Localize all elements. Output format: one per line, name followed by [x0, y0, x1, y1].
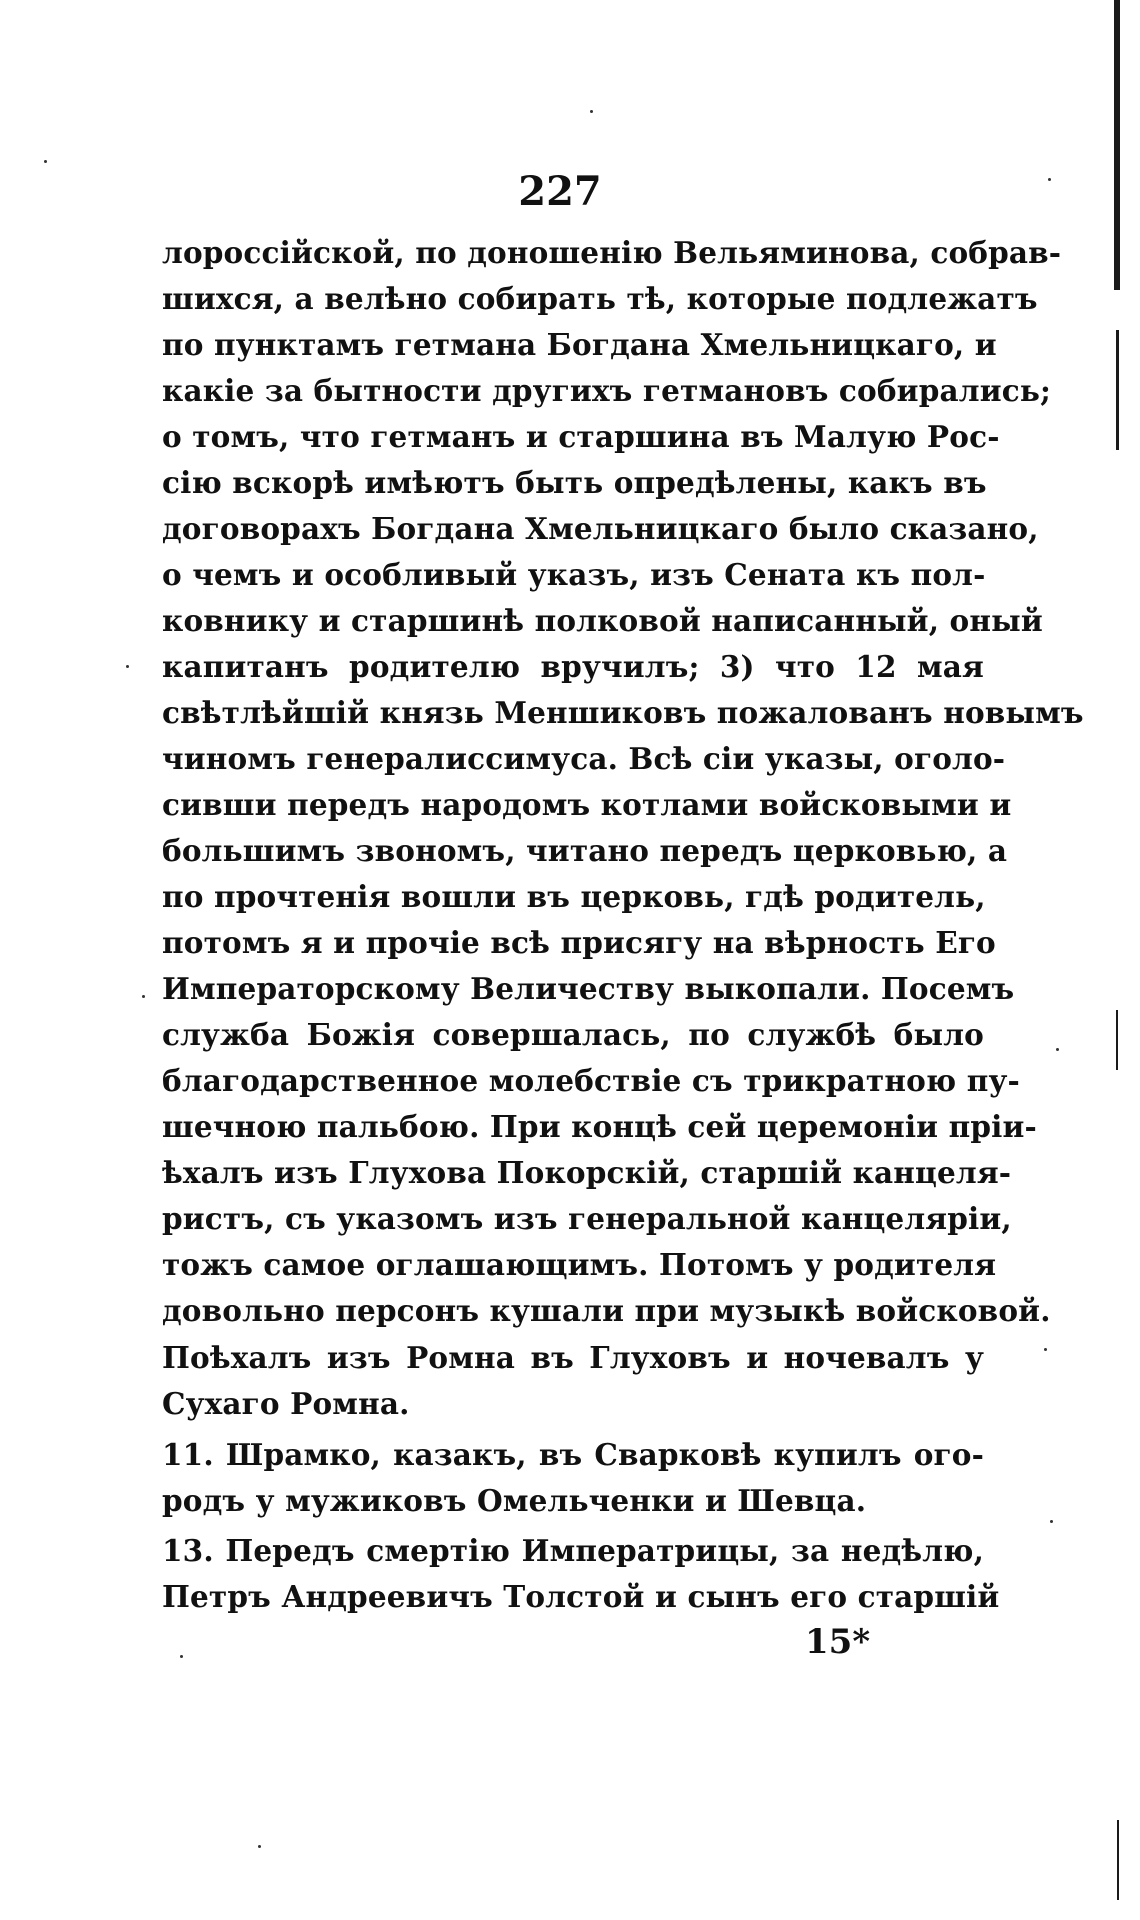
- text-line: договорахъ Богдана Хмельницкаго было сказано,: [162, 511, 1039, 546]
- text-line: благодарственное молебствіе съ трикратною пу-: [162, 1063, 1020, 1098]
- paragraph-entry-11: [162, 1432, 984, 1524]
- text-line: по пунктамъ гетмана Богдана Хмельницкаго, и: [162, 327, 997, 362]
- print-speck: [180, 1655, 183, 1658]
- paragraph-journey: [162, 1335, 984, 1427]
- text-line: сію вскорѣ имѣютъ быть опредѣлены, какъ въ: [162, 465, 987, 500]
- print-speck: [590, 110, 593, 113]
- text-line: большимъ звономъ, читано передъ церковью, а: [162, 833, 1008, 868]
- page-edge-line: [1114, 0, 1120, 290]
- print-speck: [142, 995, 145, 998]
- page-number: 227: [518, 168, 602, 215]
- text-line: родъ у мужиковъ Омельченки и Шевца.: [162, 1483, 867, 1518]
- paragraph-entry-13: [162, 1528, 1000, 1620]
- text-line: о чемъ и особливый указъ, изъ Сената къ пол-: [162, 557, 986, 592]
- text-line: ковнику и старшинѣ полковой написанный, оный: [162, 603, 1043, 638]
- page-edge-line: [1116, 1010, 1118, 1070]
- print-speck: [44, 160, 47, 163]
- print-speck: [1050, 1520, 1053, 1523]
- signature-mark: 15*: [805, 1622, 871, 1662]
- text-line: свѣтлѣйшій князь Меншиковъ пожалованъ новымъ: [162, 695, 1084, 730]
- text-line: Императорскому Величеству выкопали. Посемъ: [162, 971, 1015, 1006]
- text-line: довольно персонъ кушали при музыкѣ войсковой.: [162, 1293, 1051, 1328]
- print-speck: [258, 1845, 261, 1848]
- text-line: служба Божія совершалась, по службѣ было: [162, 1017, 984, 1052]
- text-line: Поѣхалъ изъ Ромна въ Глуховъ и ночевалъ у: [162, 1340, 984, 1375]
- print-speck: [126, 665, 129, 668]
- text-line: ристъ, съ указомъ изъ генеральной канцеляріи,: [162, 1201, 1012, 1236]
- paragraph-main: [162, 230, 1084, 1334]
- text-line: лороссійской, по доношенію Вельяминова, собрав-: [162, 235, 1062, 270]
- text-line: чиномъ генералиссимуса. Всѣ сіи указы, оголо-: [162, 741, 1006, 776]
- page-edge-line: [1117, 1820, 1119, 1900]
- page-edge-line: [1116, 330, 1119, 450]
- text-line: шихся, а велѣно собирать тѣ, которые подлежатъ: [162, 281, 1038, 316]
- print-speck: [1056, 1048, 1059, 1051]
- text-line: 11. Шрамко, казакъ, въ Сварковѣ купилъ ого-: [162, 1437, 984, 1472]
- text-line: 13. Передъ смертію Императрицы, за недѣлю,: [162, 1533, 984, 1568]
- text-line: шечною пальбою. При концѣ сей церемоніи пріи-: [162, 1109, 1037, 1144]
- text-line: о томъ, что гетманъ и старшина въ Малую Рос-: [162, 419, 1000, 454]
- text-line: Сухаго Ромна.: [162, 1386, 410, 1421]
- text-line: сивши передъ народомъ котлами войсковыми и: [162, 787, 1012, 822]
- text-line: тожъ самое оглашающимъ. Потомъ у родителя: [162, 1247, 997, 1282]
- print-speck: [1044, 1348, 1047, 1351]
- text-line: потомъ я и прочіе всѣ присягу на вѣрность Его: [162, 925, 996, 960]
- text-line: какіе за бытности другихъ гетмановъ собирались;: [162, 373, 1052, 408]
- text-line: ѣхалъ изъ Глухова Покорскій, старшій канцеля-: [162, 1155, 1012, 1190]
- text-line: Петръ Андреевичъ Толстой и сынъ его старшій: [162, 1579, 1000, 1614]
- text-line: по прочтенія вошли въ церковь, гдѣ родитель,: [162, 879, 986, 914]
- text-line: капитанъ родителю вручилъ; 3) что 12 мая: [162, 649, 984, 684]
